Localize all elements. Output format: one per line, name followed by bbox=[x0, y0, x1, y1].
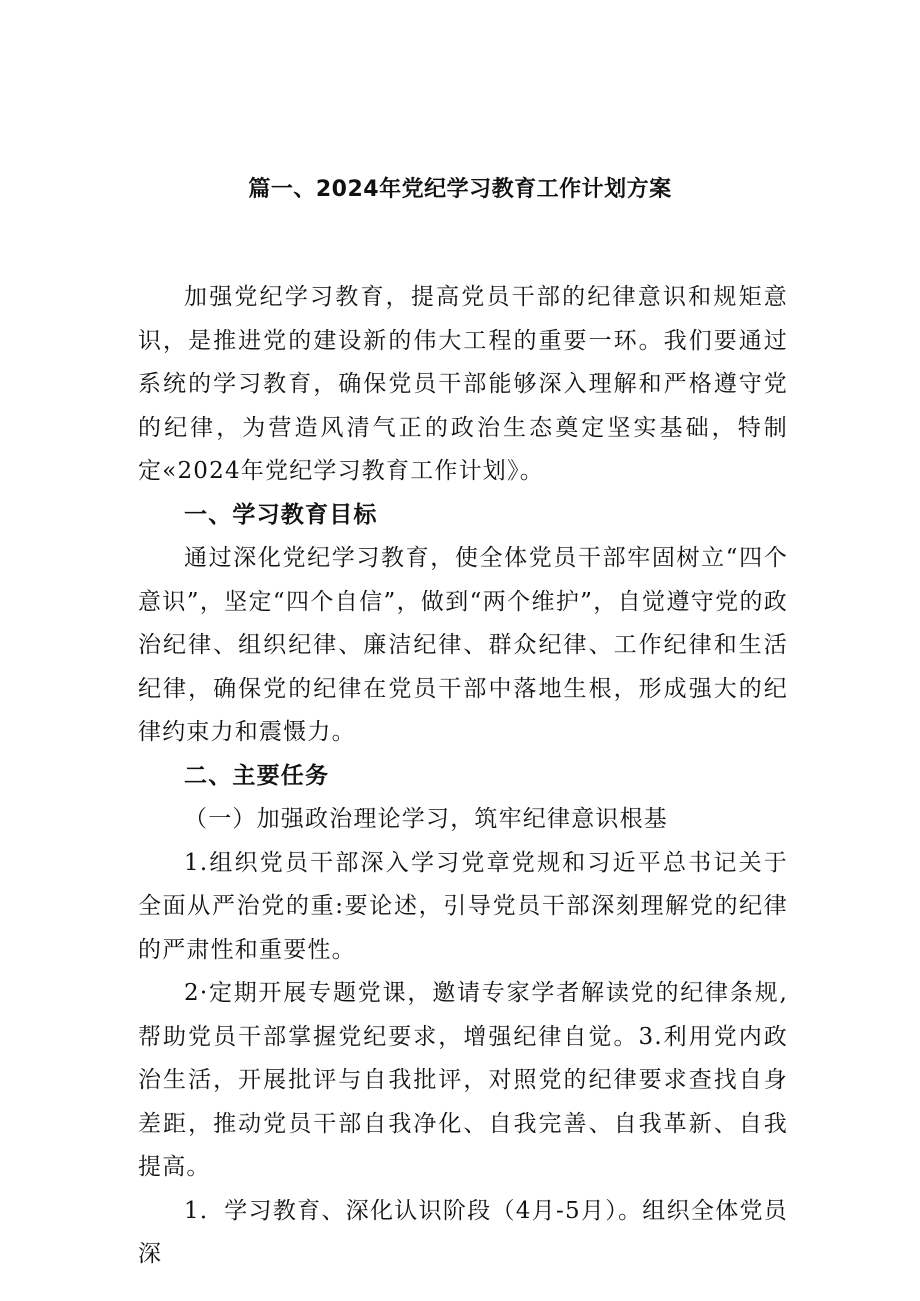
goals-paragraph: 通过深化党纪学习教育，使全体党员干部牢固树立“四个意识”，坚定“四个自信”，做到“两个维护”，自觉遵守党的政治纪律、组织纪律、廉洁纪律、群众纪律、工作纪律和生活纪律，确保党的纪律在党员干部中落地生根，形成强大的纪律约束力和震慑力。 bbox=[138, 545, 788, 745]
task-item-2: 2·定期开展专题党课，邀请专家学者解读党的纪律条规,帮助党员干部掌握党纪要求，增强纪律自觉。3.利用党内政治生活，开展批评与自我批评，对照党的纪律要求查找自身差距，推动党员干部自我净化、自我完善、自我革新、自我提高。 bbox=[138, 980, 788, 1180]
section-heading-goals: 一、学习教育目标 bbox=[184, 501, 378, 528]
document-title: 篇一、2024年党纪学习教育工作计划方案 bbox=[248, 177, 672, 202]
section-heading-tasks: 二、主要任务 bbox=[184, 762, 330, 789]
document-body bbox=[138, 276, 788, 1277]
intro-paragraph: 加强党纪学习教育，提高党员干部的纪律意识和规矩意识，是推进党的建设新的伟大工程的重要一环。我们要通过系统的学习教育，确保党员干部能够深入理解和严格遵守党的纪律，为营造风清气正的政治生态奠定坚实基础，特制定«2024年党纪学习教育工作计划》。 bbox=[138, 284, 788, 484]
task-item-1: 1.组织党员干部深入学习党章党规和习近平总书记关于全面从严治党的重:要论述，引导党员干部深刻理解党的纪律的严肃性和重要性。 bbox=[138, 849, 788, 963]
phase-item-1: 1．学习教育、深化认识阶段（4月-5月）。组织全体党员深 bbox=[138, 1197, 788, 1267]
subsection-heading-theory: （一）加强政治理论学习，筑牢纪律意识根基 bbox=[184, 806, 668, 832]
